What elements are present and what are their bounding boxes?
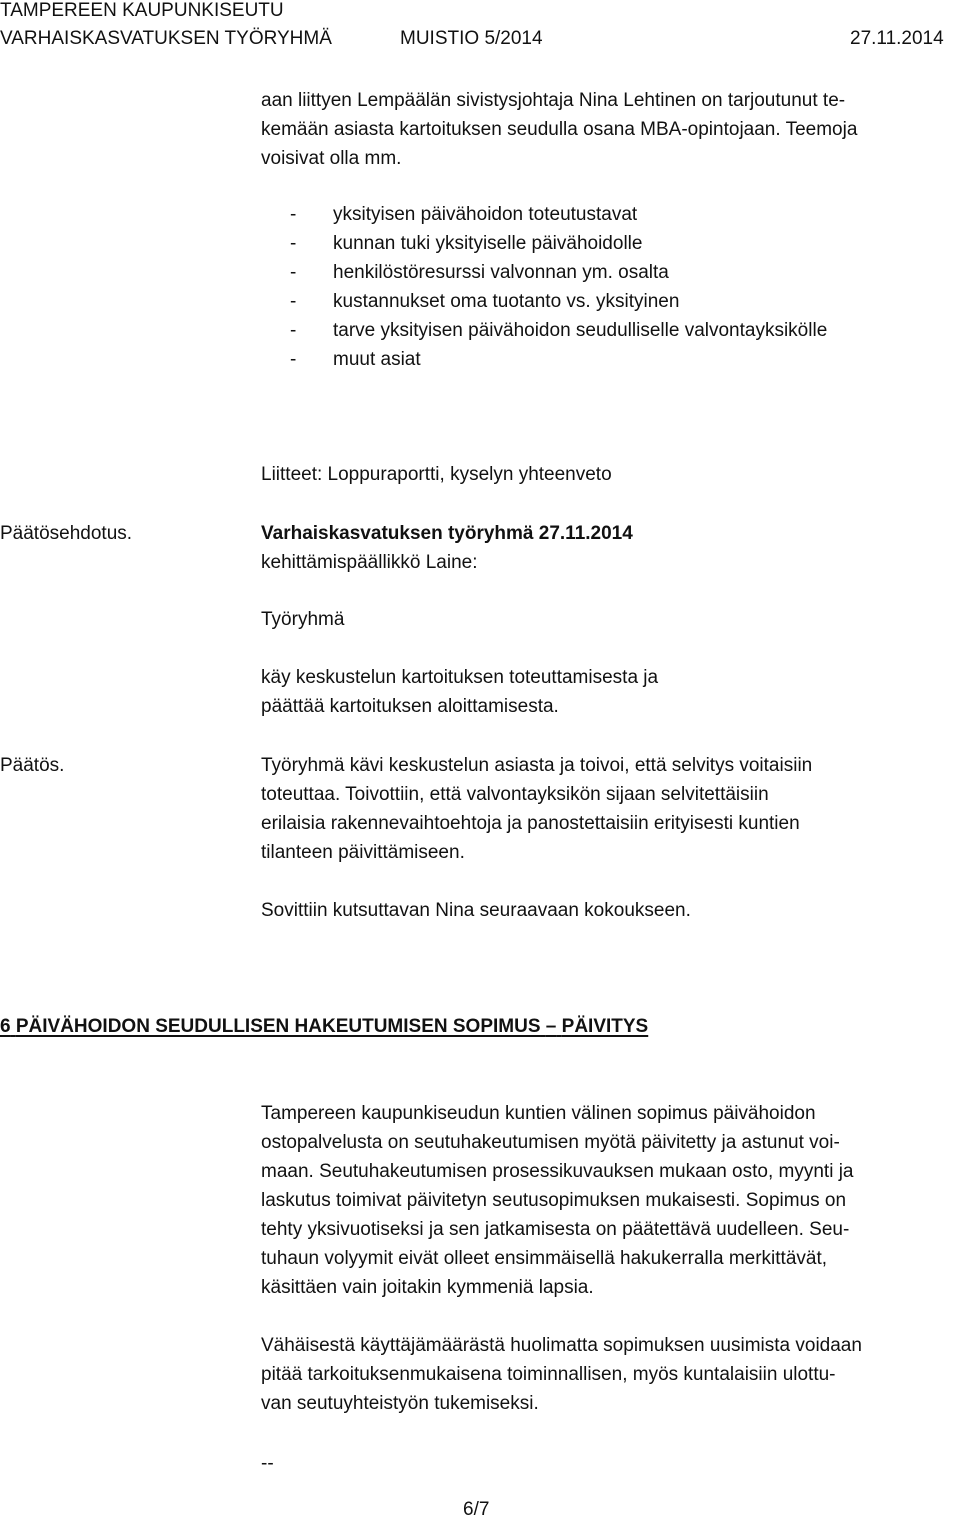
proposal-heading: Varhaiskasvatuksen työryhmä 27.11.2014 xyxy=(261,523,633,544)
section-heading xyxy=(0,1012,648,1041)
decision-text xyxy=(261,751,812,867)
header-organization: TAMPEREEN KAUPUNKISEUTU xyxy=(0,0,284,21)
list-bullet: - xyxy=(290,233,297,254)
theme-list xyxy=(290,200,910,380)
decision-line: tilanteen päivittämiseen. xyxy=(261,842,465,863)
intro-paragraph xyxy=(261,86,857,173)
proposal-text xyxy=(261,663,658,721)
paragraph-line: maan. Seutuhakeutumisen prosessikuvauksen mukaan osto, myynti ja xyxy=(261,1161,854,1182)
list-item-text: tarve yksityisen päivähoidon seudulliselle valvontayksikölle xyxy=(333,320,828,341)
proposal-subject: Työryhmä xyxy=(261,609,345,630)
list-bullet: - xyxy=(290,262,297,283)
paragraph-line: ostopalvelusta on seutuhakeutumisen myötä päivitetty ja astunut voi- xyxy=(261,1132,840,1153)
list-item-text: kustannukset oma tuotanto vs. yksityinen xyxy=(333,291,680,312)
header-group-name: VARHAISKASVATUKSEN TYÖRYHMÄ xyxy=(0,28,332,49)
attachments-line: Liitteet: Loppuraportti, kyselyn yhteenveto xyxy=(261,464,612,485)
list-item-text: muut asiat xyxy=(333,349,421,370)
list-bullet: - xyxy=(290,291,297,312)
list-item xyxy=(290,316,910,345)
list-item xyxy=(290,345,910,374)
paragraph-line: Vähäisestä käyttäjämäärästä huolimatta sopimuksen uusimista voidaan xyxy=(261,1335,862,1356)
list-item xyxy=(290,200,910,229)
decision-label: Päätös. xyxy=(0,755,65,776)
paragraph-line: pitää tarkoituksenmukaisena toiminnallisen, myös kuntalaisiin ulottu- xyxy=(261,1364,836,1385)
section-paragraph-2 xyxy=(261,1331,862,1418)
intro-line: voisivat olla mm. xyxy=(261,148,402,169)
proposal-line: päättää kartoituksen aloittamisesta. xyxy=(261,696,559,717)
section-title-suffix: PÄIVITYS xyxy=(561,1016,649,1037)
paragraph-line: käsittäen vain joitakin kymmeniä lapsia. xyxy=(261,1277,594,1298)
proposal-line: käy keskustelun kartoituksen toteuttamisesta ja xyxy=(261,667,659,688)
page-number: 6/7 xyxy=(463,1499,490,1520)
paragraph-line: laskutus toimivat päivitetyn seutusopimuksen mukaisesti. Sopimus on xyxy=(261,1190,847,1211)
list-item-text: yksityisen päivähoidon toteutustavat xyxy=(333,204,638,225)
intro-line: aan liittyen Lempäälän sivistysjohtaja Nina Lehtinen on tarjoutunut te- xyxy=(261,90,846,111)
paragraph-line: tuhaun volyymit eivät olleet ensimmäisellä hakukerralla merkittävät, xyxy=(261,1248,828,1269)
decision-line: erilaisia rakennevaihtoehtoja ja panostettaisiin erityisesti kuntien xyxy=(261,813,800,834)
section-number: 6 xyxy=(0,1016,11,1037)
decision-followup: Sovittiin kutsuttavan Nina seuraavaan kokoukseen. xyxy=(261,900,691,921)
list-item-text: kunnan tuki yksityiselle päivähoidolle xyxy=(333,233,643,254)
list-bullet: - xyxy=(290,204,297,225)
paragraph-line: van seutuyhteistyön tukemiseksi. xyxy=(261,1393,539,1414)
section-title: PÄIVÄHOIDON SEUDULLISEN HAKEUTUMISEN SOPIMUS xyxy=(15,1016,541,1037)
list-bullet: - xyxy=(290,349,297,370)
paragraph-line: tehty yksivuotiseksi ja sen jatkamisesta on päätettävä uudelleen. Seu- xyxy=(261,1219,850,1240)
decision-line: Työryhmä kävi keskustelun asiasta ja toivoi, että selvitys voitaisiin xyxy=(261,755,813,776)
section-title-dash: – xyxy=(545,1016,557,1037)
proposal-label: Päätösehdotus. xyxy=(0,523,133,544)
list-item-text: henkilöstöresurssi valvonnan ym. osalta xyxy=(333,262,669,283)
header-memo-number: MUISTIO 5/2014 xyxy=(400,28,543,49)
intro-line: kemään asiasta kartoituksen seudulla osana MBA-opintojaan. Teemoja xyxy=(261,119,858,140)
section-paragraph-1 xyxy=(261,1099,853,1302)
decision-line: toteuttaa. Toivottiin, että valvontayksikön sijaan selvitettäisiin xyxy=(261,784,769,805)
section-trailer: -- xyxy=(261,1453,274,1474)
list-bullet: - xyxy=(290,320,297,341)
header-date: 27.11.2014 xyxy=(850,28,944,49)
paragraph-line: Tampereen kaupunkiseudun kuntien välinen sopimus päivähoidon xyxy=(261,1103,816,1124)
list-item xyxy=(290,287,910,316)
proposal-author: kehittämispäällikkö Laine: xyxy=(261,552,478,573)
list-item xyxy=(290,229,910,258)
list-item xyxy=(290,258,910,287)
